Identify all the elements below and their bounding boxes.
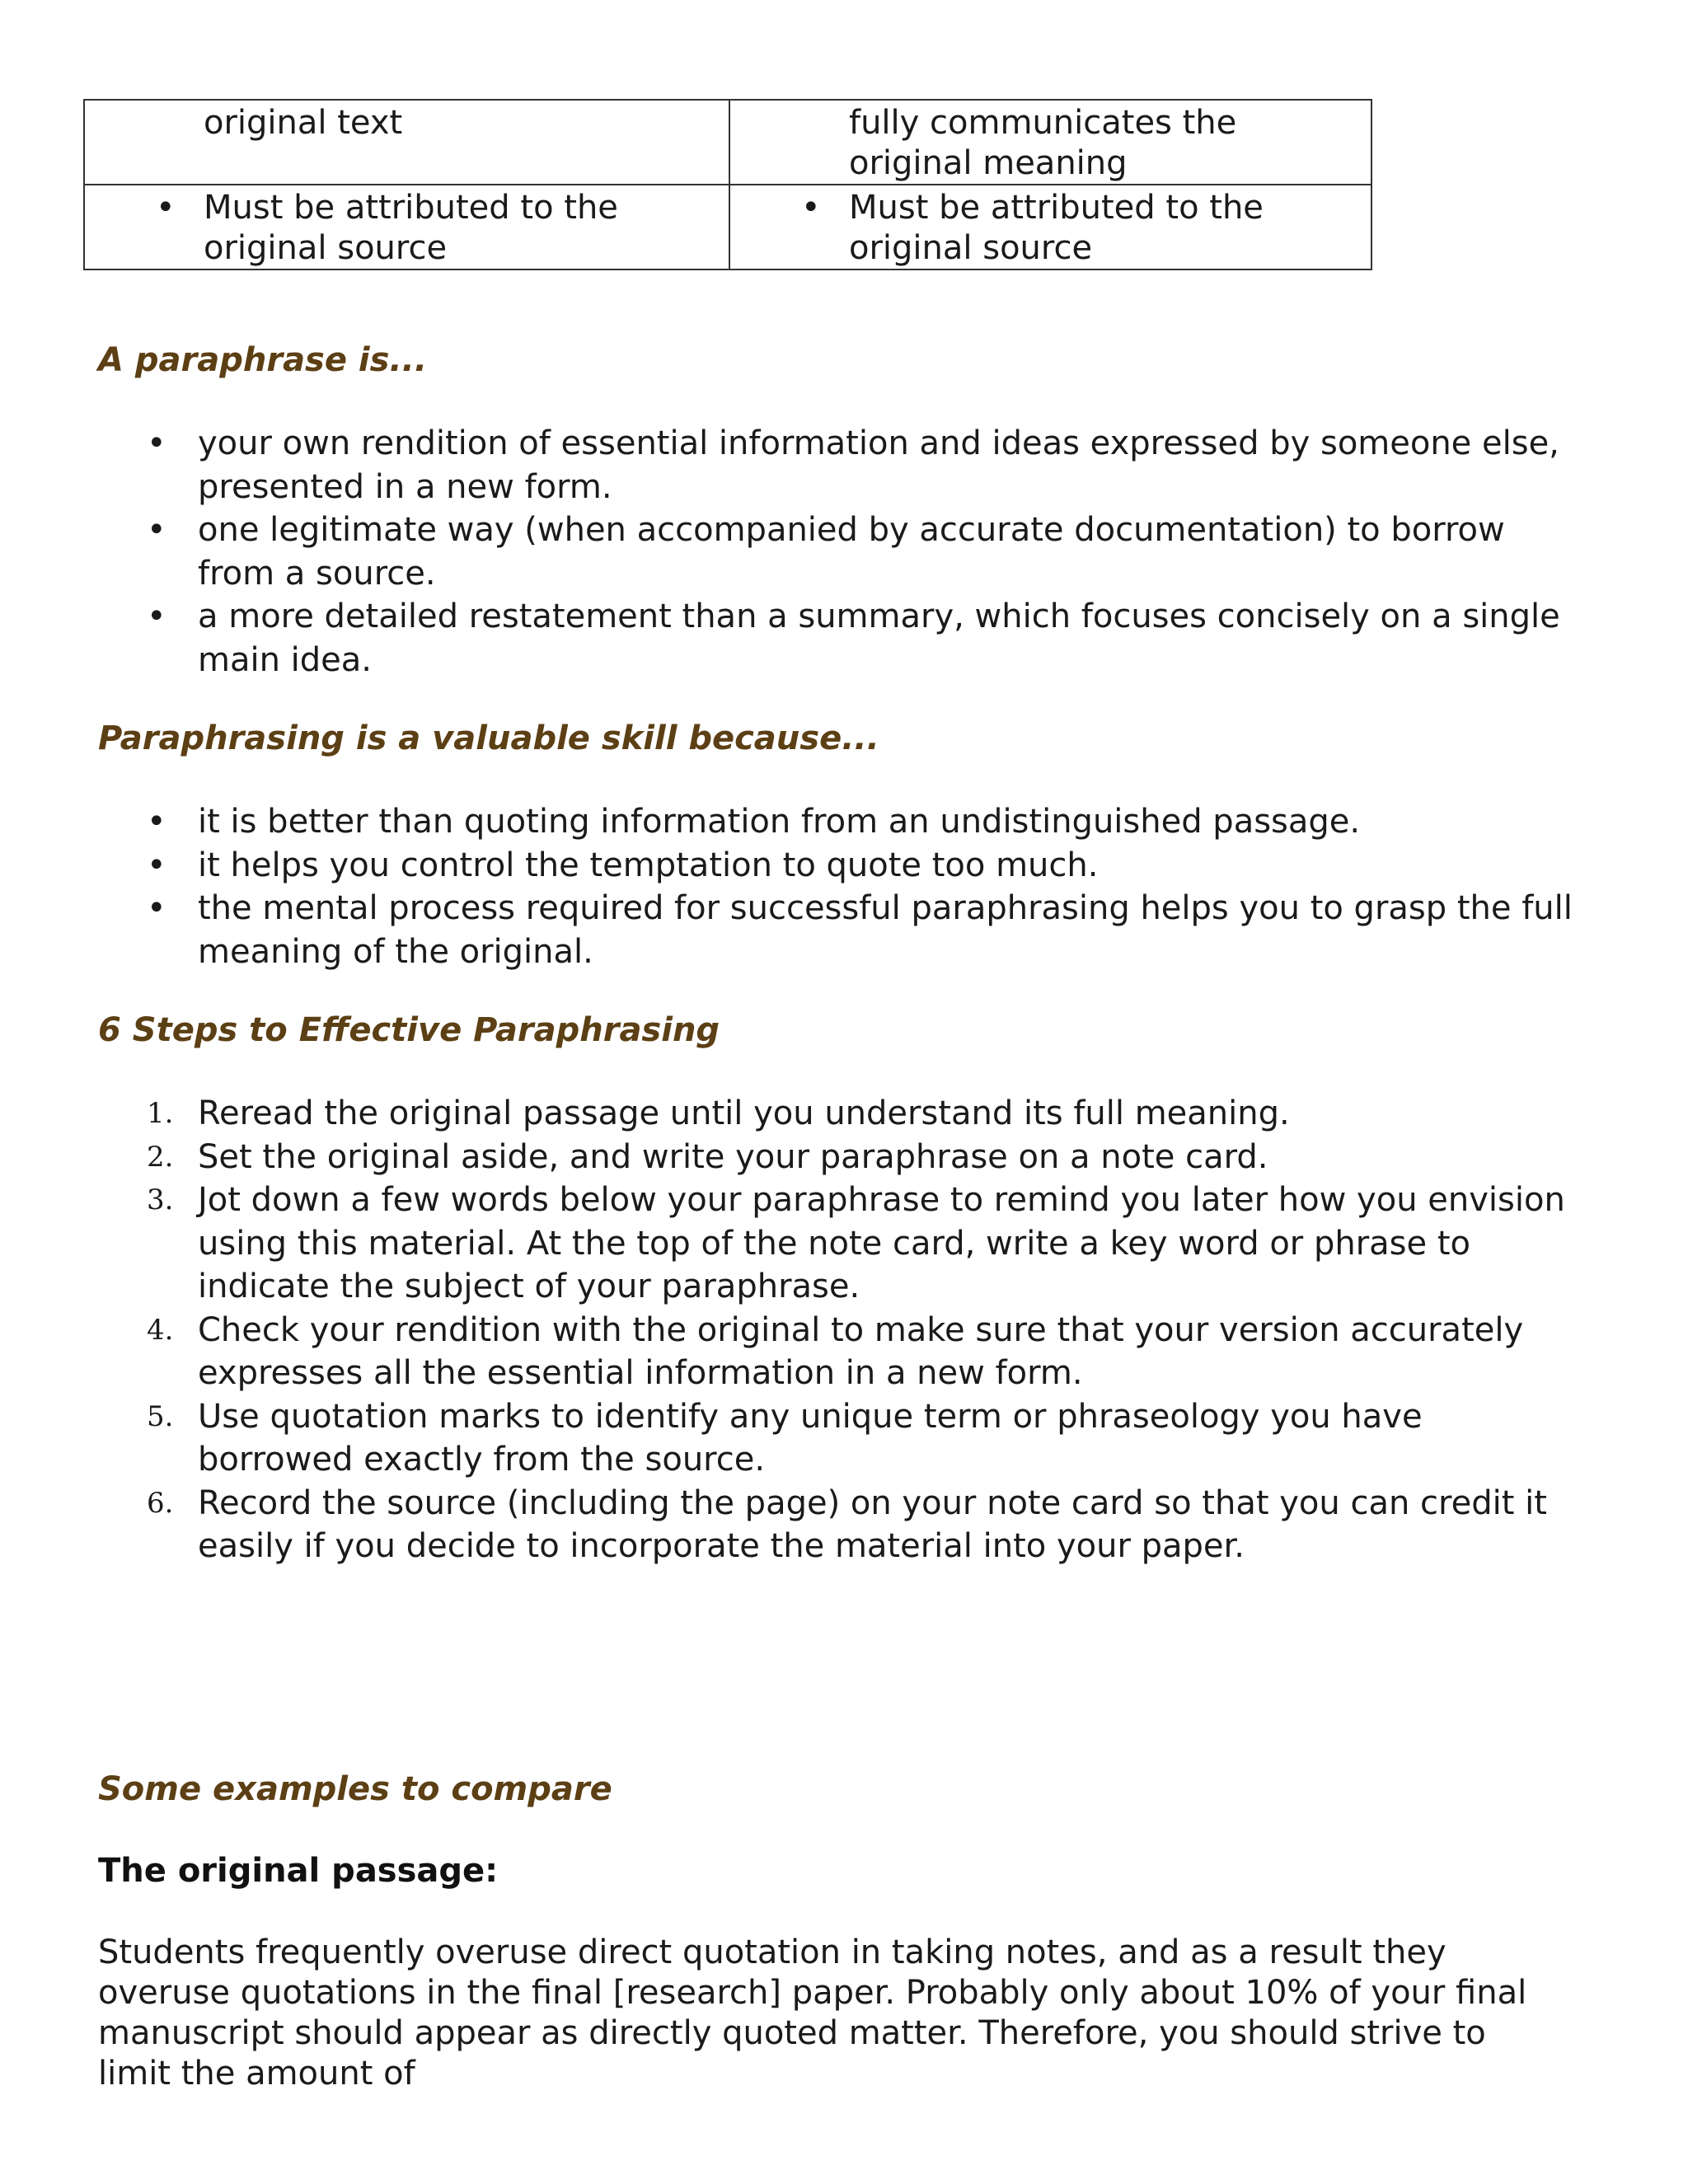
valuable-skill-list [198,800,1574,973]
step-text: Reread the original passage until you understand its full meaning. [198,1094,1290,1132]
step-text: Use quotation marks to identify any unique term or phraseology you have borrowed exactly from the source. [198,1397,1423,1479]
cell-bullet-text: • Must be attributed to the original source [204,188,712,269]
table-row [84,185,1372,269]
step-text: Record the source (including the page) on your note card so that you can credit it easily if you decide to incorporate the material into your paper. [198,1483,1547,1565]
cell-text: fully communicates the original meaning [849,104,1237,182]
step-number: 3. [147,1183,174,1216]
paraphrase-is-list [198,422,1574,682]
list-item [147,1395,1574,1482]
list-item: • the mental process required for successful paraphrasing helps you to grasp the full meaning of the original. [198,887,1574,973]
table-row [84,100,1372,185]
list-item: • one legitimate way (when accompanied by accurate documentation) to borrow from a source. [198,509,1574,595]
list-item [147,1136,1574,1179]
list-item [147,1482,1574,1568]
section-heading-six-steps: 6 Steps to Effective Paraphrasing [98,1011,720,1049]
step-number: 2. [147,1140,174,1174]
step-number: 1. [147,1097,174,1130]
cell-text: original text [204,104,403,142]
cell-bullet-text: • Must be attributed to the original source [849,188,1354,269]
list-item: • it is better than quoting information from an undistinguished passage. [198,800,1574,844]
list-item: • your own rendition of essential information and ideas expressed by someone else, presented in a new form. [198,422,1574,509]
step-number: 6. [147,1486,174,1520]
original-passage-label: The original passage: [98,1852,499,1890]
section-heading-valuable-skill: Paraphrasing is a valuable skill because... [98,719,879,757]
step-text: Jot down a few words below your paraphrase to remind you later how you envision using this material. At the top of the note card, write a key word or phrase to indicate the subject of your paraphrase. [198,1181,1565,1305]
original-passage-paragraph: Students frequently overuse direct quotation in taking notes, and as a result they overuse quotations in the final [research] paper. Probably only about 10% of your final manuscript should appear as directly quoted matter. Therefore, you should strive to limit the amount of [98,1933,1527,2093]
section-heading-examples: Some examples to compare [98,1770,612,1808]
table-cell [84,100,729,185]
list-item [147,1309,1574,1395]
six-steps-list [147,1092,1574,1568]
step-number: 5. [147,1399,174,1433]
section-heading-paraphrase-is: A paraphrase is... [98,341,428,379]
step-text: Check your rendition with the original to make sure that your version accurately expresses all the essential information in a new form. [198,1310,1524,1392]
list-item: • a more detailed restatement than a summary, which focuses concisely on a single main idea. [198,595,1574,682]
table-cell [84,185,729,269]
table-cell [729,185,1372,269]
list-item: • it helps you control the temptation to quote too much. [198,844,1574,888]
list-item [147,1092,1574,1136]
comparison-table [83,99,1372,270]
table-cell [729,100,1372,185]
step-text: Set the original aside, and write your paraphrase on a note card. [198,1137,1268,1176]
step-number: 4. [147,1313,174,1347]
list-item [147,1179,1574,1309]
